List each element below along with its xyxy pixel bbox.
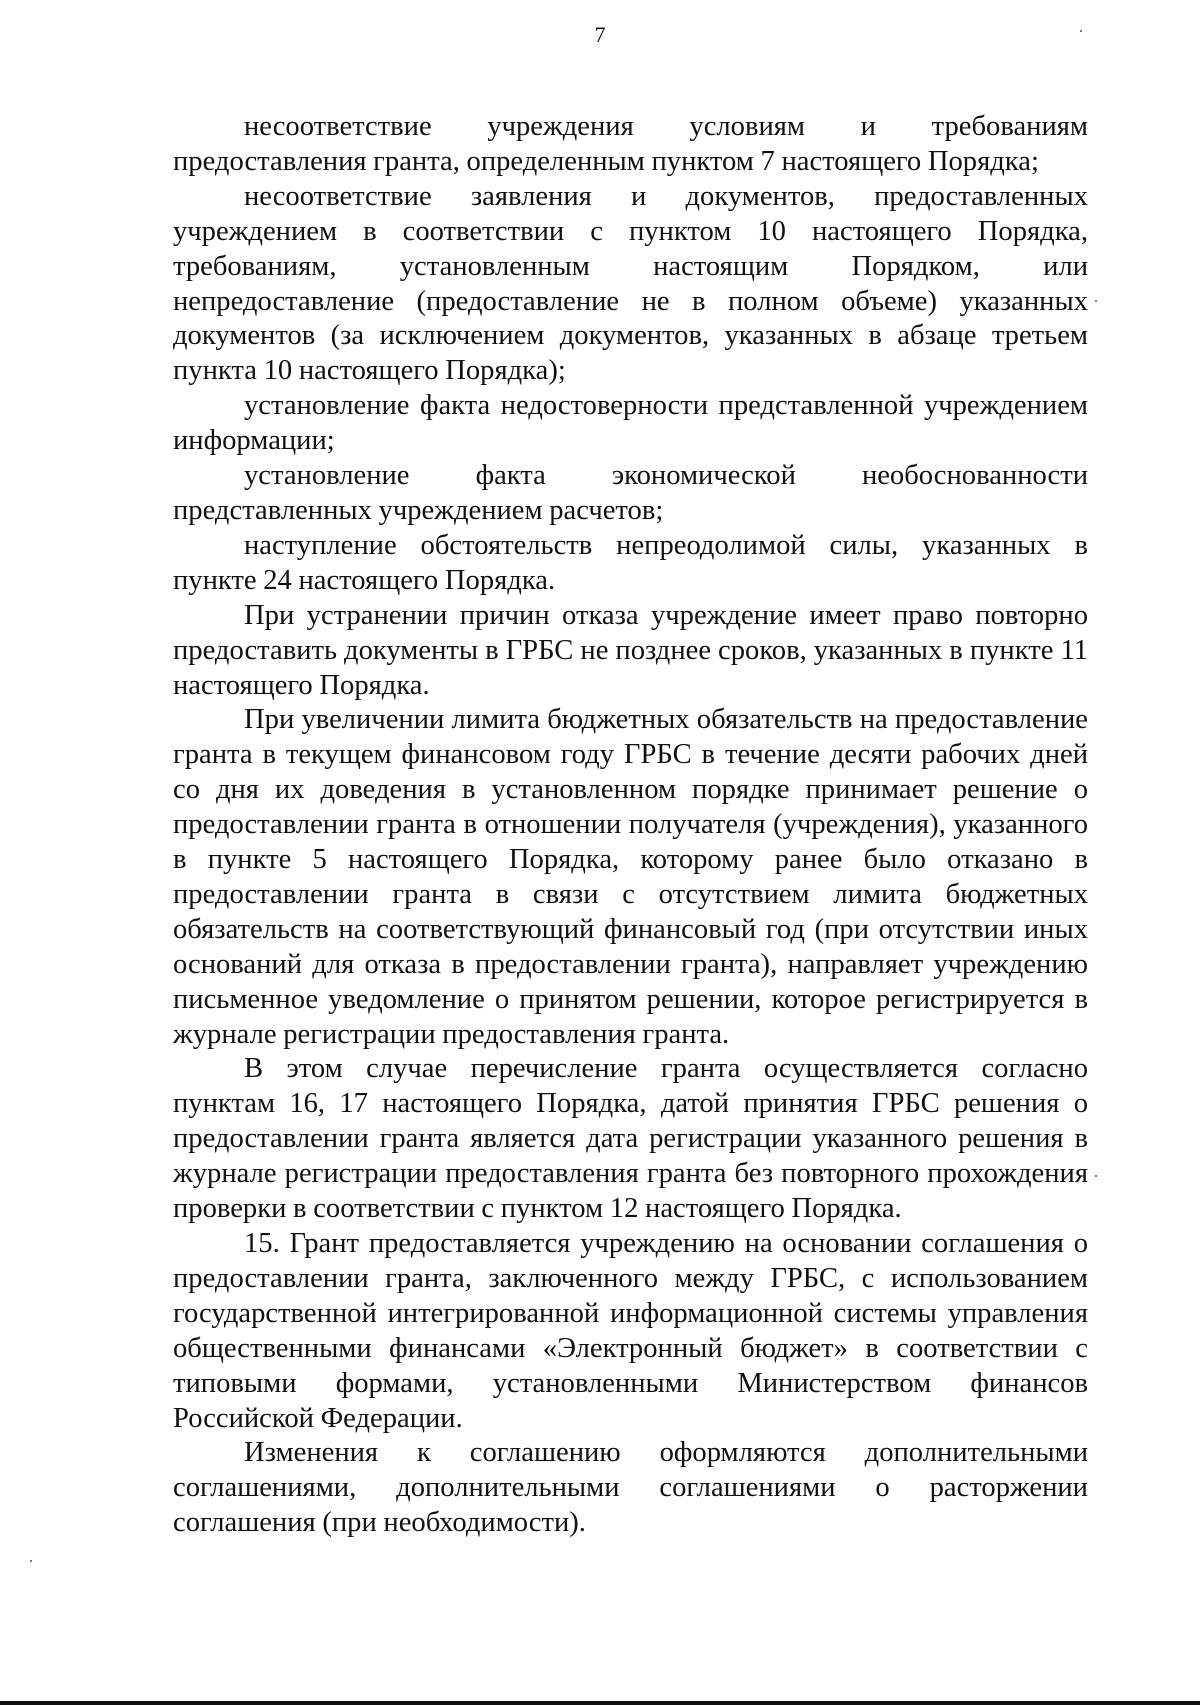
paragraph-2: несоответствие заявления и документов, предоставленных учреждением в соответствии с пунктом 10 настоящего Порядка, требованиям, установленным настоящим Порядком, или непредоставление (предоставление не в полном объеме) указанных документов (за исключением документов, указанных в абзаце третьем пункта 10 настоящего Порядка); xyxy=(173,180,1088,387)
paragraph-8: В этом случае перечисление гранта осуществляется согласно пунктам 16, 17 настоящего Порядка, датой принятия ГРБС решения о предоставлении гранта является дата регистрации указанного решения в журнале регистрации предоставления гранта без повторного прохождения проверки в соответствии с пунктом 12 настоящего Порядка. xyxy=(173,1053,1088,1225)
paragraph-3: установление факта недостоверности представленной учреждением информации; xyxy=(173,390,1088,457)
paragraph-1: несоответствие учреждения условиям и требованиям предоставления гранта, определенным пунктом 7 настоящего Порядка; xyxy=(173,111,1088,177)
scan-speck xyxy=(1080,30,1082,32)
scan-edge-line xyxy=(0,1701,1200,1705)
scan-speck xyxy=(30,1560,32,1562)
paragraph-4: установление факта экономической необоснованности представленных учреждением расчетов; xyxy=(173,460,1088,526)
paragraph-9: 15. Грант предоставляется учреждению на основании соглашения о предоставлении гранта, заключенного между ГРБС, с использованием государственной интегрированной информационной системы управления общественными финансами «Электронный бюджет» в соответствии с типовыми формами, установленными Министерством финансов Российской Федерации. xyxy=(173,1228,1088,1434)
document-body xyxy=(173,110,1088,1541)
scan-speck xyxy=(1095,1175,1097,1177)
paragraph-7: При увеличении лимита бюджетных обязательств на предоставление гранта в текущем финансовом году ГРБС в течение десяти рабочих дней со дня их доведения в установленном порядке принимает решение о предоставлении гранта в отношении получателя (учреждения), указанного в пункте 5 настоящего Порядка, которому ранее было отказано в предоставлении гранта в связи с отсутствием лимита бюджетных обязательств на соответствующий финансовый год (при отсутствии иных оснований для отказа в предоставлении гранта), направляет учреждению письменное уведомление о принятом решении, которое регистрируется в журнале регистрации предоставления гранта. xyxy=(173,704,1088,1050)
paragraph-10: Изменения к соглашению оформляются дополнительными соглашениями, дополнительными соглашениями о расторжении соглашения (при необходимости). xyxy=(173,1437,1088,1539)
scan-speck xyxy=(1095,300,1097,302)
page-number: 7 xyxy=(594,22,606,47)
paragraph-6: При устранении причин отказа учреждение имеет право повторно предоставить документы в ГРБС не позднее сроков, указанных в пункте 11 настоящего Порядка. xyxy=(173,599,1088,701)
paragraph-5: наступление обстоятельств непреодолимой силы, указанных в пункте 24 настоящего Порядка. xyxy=(173,529,1088,596)
